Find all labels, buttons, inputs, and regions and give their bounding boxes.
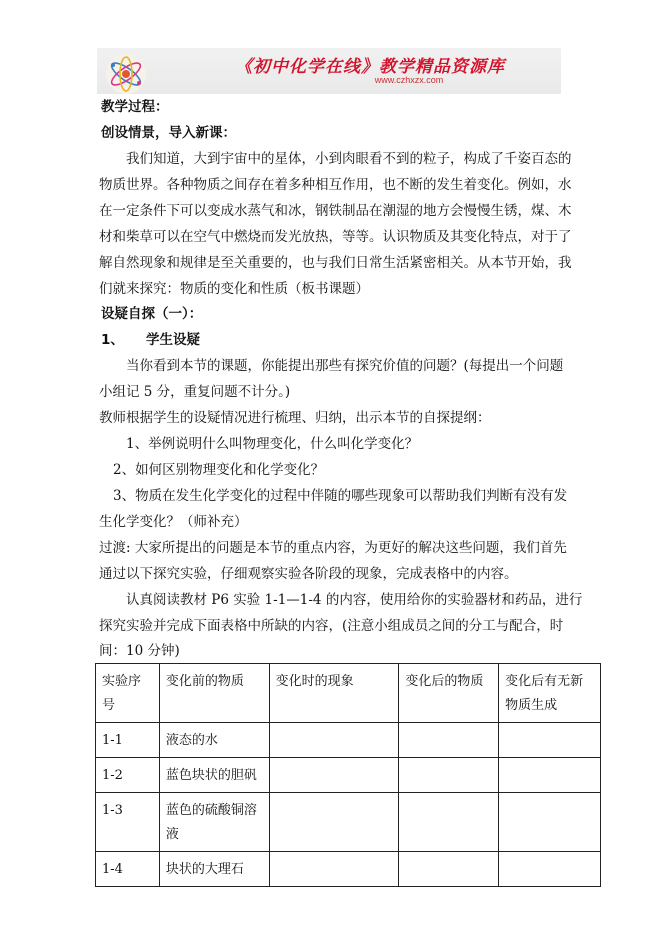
item1-title: 学生设疑 [146, 332, 200, 348]
table-cell: 1-2 [96, 758, 160, 793]
header-cell: 实验序号 [96, 664, 160, 723]
table-cell: 1-4 [96, 852, 160, 887]
table-header-row [96, 664, 601, 723]
reading-line: 间：10 分钟) [99, 643, 180, 659]
process-heading: 教学过程： [101, 99, 169, 115]
outline-item: 2、如何区别物理变化和化学变化？ [113, 462, 325, 478]
intro-line: 们就来探究：物质的变化和性质（板书课题） [99, 281, 369, 297]
table-cell [269, 852, 399, 887]
intro-line: 我们知道，大到宇宙中的星体，小到肉眼看不到的粒子，构成了千姿百态的 [126, 151, 572, 167]
table-row [96, 852, 601, 887]
header-cell: 变化时的现象 [269, 664, 399, 723]
question-line: 当你看到本节的课题，你能提出那些有探究价值的问题？(每提出一个问题 [126, 358, 564, 374]
table-cell [499, 852, 601, 887]
table-cell [399, 723, 499, 758]
intro-line: 在一定条件下可以变成水蒸气和冰，钢铁制品在潮湿的地方会慢慢生锈，煤、木 [99, 203, 572, 219]
table-row [96, 758, 601, 793]
table-cell: 1-1 [96, 723, 160, 758]
table-row [96, 793, 601, 852]
intro-heading: 创设情景，导入新课： [101, 125, 236, 141]
transition-line: 通过以下探究实验，仔细观察实验各阶段的现象，完成表格中的内容。 [99, 566, 518, 582]
table-cell [399, 852, 499, 887]
header-cell: 变化前的物质 [159, 664, 269, 723]
outline-item: 1、举例说明什么叫物理变化，什么叫化学变化？ [126, 436, 419, 452]
table-cell [499, 758, 601, 793]
table-cell [269, 793, 399, 852]
outline-item: 生化学变化？（师补充） [99, 514, 248, 530]
header-cell: 变化后的物质 [399, 664, 499, 723]
table-cell: 1-3 [96, 793, 160, 852]
item1-number: 1、 [101, 332, 124, 348]
table-cell: 蓝色块状的胆矾 [159, 758, 269, 793]
table-cell [269, 758, 399, 793]
table-cell [399, 793, 499, 852]
table-cell: 液态的水 [159, 723, 269, 758]
table-cell: 蓝色的硫酸铜溶液 [159, 793, 269, 852]
header-cell: 变化后有无新物质生成 [499, 664, 601, 723]
outline-item: 3、物质在发生化学变化的过程中伴随的哪些现象可以帮助我们判断有没有发 [113, 488, 568, 504]
banner-url: www.czhxzx.com [374, 75, 444, 85]
reading-line: 探究实验并完成下面表格中所缺的内容，(注意小组成员之间的分工与配合，时 [99, 618, 564, 634]
transition-line: 过渡: 大家所提出的问题是本节的重点内容，为更好的解决这些问题，我们首先 [99, 540, 567, 556]
table-cell [499, 723, 601, 758]
intro-line: 解自然现象和规律是至关重要的，也与我们日常生活紧密相关。从本节开始，我 [99, 255, 572, 271]
table-cell [399, 758, 499, 793]
atom-logo-icon [104, 52, 148, 96]
intro-line: 物质世界。各种物质之间存在着多种相互作用，也不断的发生着变化。例如，水 [99, 177, 572, 193]
intro-line: 材和柴草可以在空气中燃烧而发光放热，等等。认识物质及其变化特点，对于了 [99, 229, 572, 245]
table-cell [499, 793, 601, 852]
inquiry-heading: 设疑自探（一）： [101, 306, 203, 322]
teacher-line: 教师根据学生的设疑情况进行梳理、归纳，出示本节的自探提纲： [99, 410, 491, 426]
banner-title: 《初中化学在线》教学精品资源库 [235, 57, 505, 77]
reading-line: 认真阅读教材 P6 实验 1-1—1-4 的内容，使用给你的实验器材和药品，进行 [126, 592, 583, 608]
table-cell [269, 723, 399, 758]
table-row [96, 723, 601, 758]
question-line: 小组记 5 分，重复问题不计分。) [99, 384, 291, 400]
table-cell: 块状的大理石 [159, 852, 269, 887]
experiment-table [95, 663, 601, 887]
